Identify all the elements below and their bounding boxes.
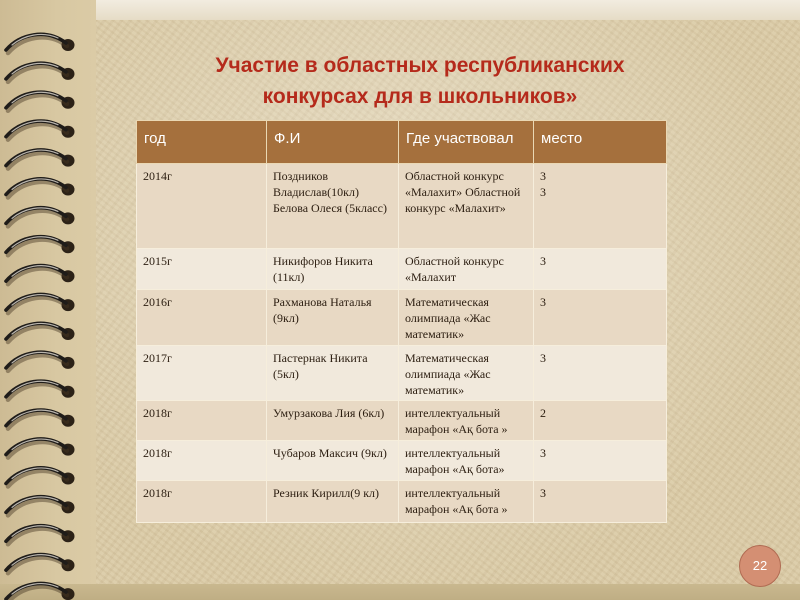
spiral-ring: [6, 583, 75, 600]
cell-year: 2018г: [137, 481, 267, 523]
table-row: [137, 481, 667, 523]
table-row: [137, 290, 667, 346]
header-name: Ф.И: [267, 121, 399, 164]
cell-where: интеллектуальный марафон «Ақ бота »: [399, 401, 534, 441]
cell-name: Чубаров Максич (9кл): [267, 441, 399, 481]
table-header-row: [137, 121, 667, 164]
cell-place: 3: [534, 481, 667, 523]
spiral-binding-icon: [0, 0, 96, 600]
cell-name: Умурзакова Лия (6кл): [267, 401, 399, 441]
cell-place: 3: [534, 290, 667, 346]
cell-where: Математическая олимпиада «Жас математик»: [399, 346, 534, 401]
cell-year: 2014г: [137, 164, 267, 249]
cell-where: интеллектуальный марафон «Ақ бота »: [399, 481, 534, 523]
table-row: [137, 249, 667, 290]
cell-name: Рахманова Наталья (9кл): [267, 290, 399, 346]
cell-place: 2: [534, 401, 667, 441]
cell-name: Пастернак Никита (5кл): [267, 346, 399, 401]
cell-year: 2017г: [137, 346, 267, 401]
cell-place: 3: [534, 249, 667, 290]
title-line-1: Участие в областных республиканских: [215, 54, 625, 77]
header-year: год: [137, 121, 267, 164]
spiral-ring: [6, 150, 75, 169]
cell-where: Математическая олимпиада «Жас математик»: [399, 290, 534, 346]
spiral-ring: [6, 266, 75, 285]
spiral-ring: [6, 237, 75, 256]
cell-year: 2018г: [137, 401, 267, 441]
spiral-ring: [6, 121, 75, 140]
spiral-ring: [6, 179, 75, 198]
spiral-ring: [6, 323, 75, 342]
spiral-ring: [6, 63, 75, 82]
spiral-ring: [6, 34, 75, 53]
title-line-2: конкурсах для в школьников»: [262, 85, 578, 108]
spiral-ring: [6, 439, 75, 458]
cell-year: 2016г: [137, 290, 267, 346]
table-row: [137, 401, 667, 441]
spiral-ring: [6, 92, 75, 111]
cell-name: Никифоров Никита (11кл): [267, 249, 399, 290]
spiral-ring: [6, 352, 75, 371]
header-place: место: [534, 121, 667, 164]
cell-place: 3: [534, 441, 667, 481]
spiral-ring: [6, 208, 75, 227]
cell-name: Резник Кирилл(9 кл): [267, 481, 399, 523]
header-where: Где участвовал: [399, 121, 534, 164]
spiral-ring: [6, 381, 75, 400]
cell-year: 2018г: [137, 441, 267, 481]
page-number-badge: 22: [739, 545, 781, 587]
cell-name: Поздников Владислав(10кл) Белова Олеся (5класс): [267, 164, 399, 249]
spiral-ring: [6, 555, 75, 574]
spiral-ring: [6, 497, 75, 516]
cell-where: Областной конкурс «Малахит» Областной конкурс «Малахит»: [399, 164, 534, 249]
spiral-ring: [6, 526, 75, 545]
slide-title: [120, 50, 720, 112]
spiral-ring: [6, 294, 75, 313]
competition-table: [136, 120, 667, 523]
cell-where: Областной конкурс «Малахит: [399, 249, 534, 290]
table-row: [137, 164, 667, 249]
cell-place: 3: [534, 346, 667, 401]
table-row: [137, 346, 667, 401]
cell-place: 3 3: [534, 164, 667, 249]
page-bottom-edge: [0, 584, 800, 600]
table-row: [137, 441, 667, 481]
spiral-ring: [6, 468, 75, 487]
cell-year: 2015г: [137, 249, 267, 290]
page-top-edge: [96, 0, 800, 20]
cell-where: интеллектуальный марафон «Ақ бота»: [399, 441, 534, 481]
spiral-ring: [6, 410, 75, 429]
